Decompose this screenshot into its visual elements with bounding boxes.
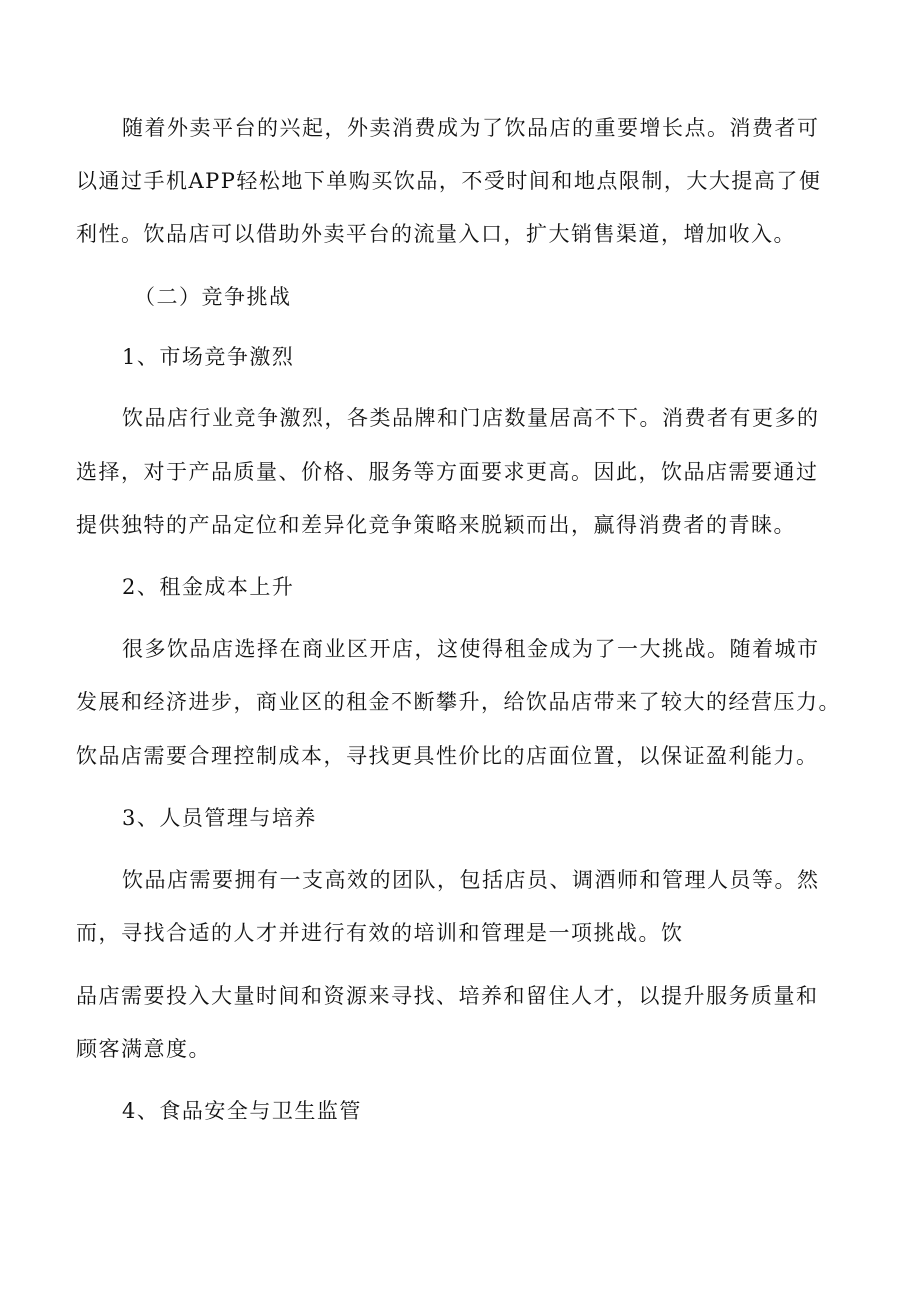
subsection-heading: 4、食品安全与卫生监管 [122,1099,362,1123]
paragraph-line: 而，寻找合适的人才并进行有效的培训和管理是一项挑战。饮 [76,921,684,945]
subsection-heading: 1、市场竞争激烈 [122,345,295,369]
paragraph-line: 利性。饮品店可以借助外卖平台的流量入口，扩大销售渠道，增加收入。 [76,222,796,246]
paragraph-line: 品店需要投入大量时间和资源来寻找、培养和留住人才，以提升服务质量和 [76,984,819,1008]
paragraph-line: 随着外卖平台的兴起，外卖消费成为了饮品店的重要增长点。消费者可 [122,116,820,140]
subsection-heading: 2、租金成本上升 [122,575,295,599]
paragraph-line: 饮品店行业竞争激烈，各类品牌和门店数量居高不下。消费者有更多的 [122,406,820,430]
section-heading: （二）竞争挑战 [134,285,292,309]
paragraph-line: 饮品店需要拥有一支高效的团队，包括店员、调酒师和管理人员等。然 [122,868,820,892]
paragraph-line: 顾客满意度。 [76,1037,211,1061]
subsection-heading: 3、人员管理与培养 [122,806,317,830]
paragraph-line: 很多饮品店选择在商业区开店，这使得租金成为了一大挑战。随着城市 [122,637,820,661]
paragraph-line: 提供独特的产品定位和差异化竞争策略来脱颖而出，赢得消费者的青睐。 [76,513,796,537]
paragraph-line: 选择，对于产品质量、价格、服务等方面要求更高。因此，饮品店需要通过 [76,460,819,484]
paragraph-line: 以通过手机APP轻松地下单购买饮品，不受时间和地点限制，大大提高了便 [76,169,822,193]
paragraph-line: 饮品店需要合理控制成本，寻找更具性价比的店面位置，以保证盈利能力。 [76,744,819,768]
paragraph-line: 发展和经济进步，商业区的租金不断攀升，给饮品店带来了较大的经营压力。 [76,690,841,714]
